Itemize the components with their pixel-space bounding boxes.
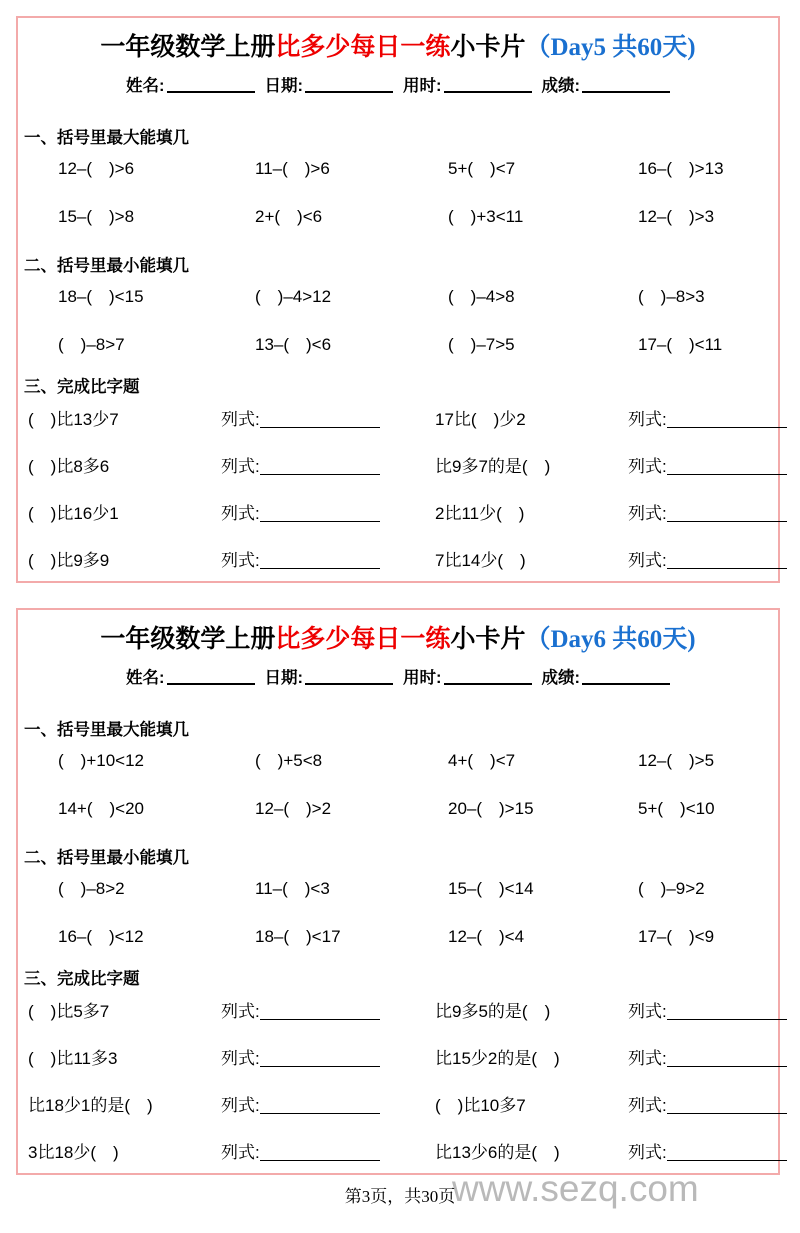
formula-blank[interactable] [667,1004,787,1020]
formula-field[interactable] [628,997,787,1022]
formula-field[interactable] [221,499,380,524]
formula-blank[interactable] [260,1051,380,1067]
card-title [18,619,778,655]
formula-blank[interactable] [260,506,380,522]
formula-field[interactable] [628,546,787,571]
formula-blank[interactable] [667,506,787,522]
name-label: 姓名: [126,77,165,95]
question-cell[interactable]: 11–( )>6 [255,159,330,178]
question-cell[interactable]: ( )–4>12 [255,287,332,306]
score-label: 成绩: [541,669,580,687]
formula-blank[interactable] [260,1098,380,1114]
date-label: 日期: [264,669,303,687]
formula-field[interactable] [221,546,380,571]
word-problem-text[interactable]: ( )比9多9 [28,551,110,570]
formula-field[interactable] [628,452,787,477]
formula-label: 列式: [221,1143,260,1162]
score-input-blank[interactable] [582,76,670,93]
formula-label: 列式: [221,1096,260,1115]
formula-field[interactable] [221,1091,380,1116]
section-heading-1: 一、括号里最大能填几 [24,129,189,147]
section-heading-1: 一、括号里最大能填几 [24,721,189,739]
formula-label: 列式: [221,551,260,570]
word-problem-row [18,405,778,435]
time-field-group [403,664,542,688]
word-problem-row [18,546,778,576]
date-input-blank[interactable] [305,76,393,93]
word-problem-text[interactable]: ( )比5多7 [28,1002,110,1021]
word-problem-text[interactable]: 比18少1的是( ) [28,1096,153,1115]
question-cell[interactable]: 12–( )>6 [58,159,135,178]
question-cell[interactable]: 12–( )<4 [448,927,525,946]
question-row [18,794,778,820]
formula-blank[interactable] [667,459,787,475]
question-cell[interactable]: 12–( )>3 [638,207,715,226]
formula-label: 列式: [221,1002,260,1021]
question-cell[interactable]: ( )–7>5 [448,335,515,354]
section-heading-2: 二、括号里最小能填几 [24,257,189,275]
question-cell[interactable]: 17–( )<11 [638,335,723,354]
site-watermark: www.sezq.com [452,1168,699,1209]
formula-label: 列式: [221,457,260,476]
question-cell[interactable]: 5+( )<7 [448,159,516,178]
question-row [18,154,778,180]
question-cell[interactable]: 4+( )<7 [448,751,516,770]
question-cell[interactable]: 14+( )<20 [58,799,144,818]
formula-field[interactable] [628,405,787,430]
formula-blank[interactable] [260,1145,380,1161]
question-row [18,202,778,228]
formula-field[interactable] [628,1091,787,1116]
formula-label: 列式: [628,410,667,429]
word-problem-text[interactable]: 7比14少( ) [435,551,526,570]
formula-label: 列式: [628,1049,667,1068]
name-input-blank[interactable] [167,76,255,93]
worksheet-card [16,16,780,583]
word-problem-text[interactable]: ( )比11多3 [28,1049,118,1068]
question-row [18,746,778,772]
date-label: 日期: [264,77,303,95]
question-cell[interactable]: 15–( )>8 [58,207,135,226]
title-day-suffix: （Day6 共60天) [525,626,696,653]
question-cell[interactable]: 16–( )<12 [58,927,144,946]
formula-blank[interactable] [260,1004,380,1020]
time-input-blank[interactable] [444,668,532,685]
section-heading-2: 二、括号里最小能填几 [24,849,189,867]
formula-label: 列式: [628,1143,667,1162]
score-label: 成绩: [541,77,580,95]
word-problem-row [18,997,778,1027]
formula-label: 列式: [221,410,260,429]
word-problem-text[interactable]: 17比( )少2 [435,410,526,429]
title-middle: 小卡片 [450,626,526,653]
formula-field[interactable] [628,1138,787,1163]
formula-blank[interactable] [667,412,787,428]
card-title [18,27,778,63]
word-problem-text[interactable]: ( )比16少1 [28,504,119,523]
question-cell[interactable]: ( )–8>7 [58,335,125,354]
formula-field[interactable] [221,1044,380,1069]
score-input-blank[interactable] [582,668,670,685]
question-cell[interactable]: ( )+3<11 [448,207,524,226]
word-problem-text[interactable]: 2比11少( ) [435,504,525,523]
name-input-blank[interactable] [167,668,255,685]
word-problem-text[interactable]: 3比18少( ) [28,1143,119,1162]
question-row [18,874,778,900]
word-problem-text[interactable]: 比13少6的是( ) [435,1143,560,1162]
student-info-row [18,664,778,688]
formula-blank[interactable] [667,553,787,569]
question-cell[interactable]: 2+( )<6 [255,207,323,226]
section-heading-3: 三、完成比字题 [24,378,140,396]
name-field-group [126,664,265,688]
word-problem-text[interactable]: ( )比10多7 [435,1096,526,1115]
word-problem-row [18,499,778,529]
formula-blank[interactable] [260,553,380,569]
title-day-suffix: （Day5 共60天) [525,34,696,61]
time-input-blank[interactable] [444,76,532,93]
date-field-group [265,72,404,96]
question-cell[interactable]: ( )–8>3 [638,287,705,306]
formula-blank[interactable] [667,1051,787,1067]
question-row [18,922,778,948]
score-field-group [542,664,671,688]
title-highlight: 比多少每日一练 [275,626,451,653]
question-cell[interactable]: 12–( )>2 [255,799,332,818]
formula-label: 列式: [221,504,260,523]
formula-label: 列式: [628,504,667,523]
question-cell[interactable]: ( )–8>2 [58,879,125,898]
formula-label: 列式: [628,1096,667,1115]
formula-blank[interactable] [667,1098,787,1114]
question-cell[interactable]: 5+( )<10 [638,799,715,818]
word-problem-text[interactable]: 比15少2的是( ) [435,1049,560,1068]
formula-blank[interactable] [667,1145,787,1161]
word-problem-text[interactable]: 比9多7的是( ) [435,457,551,476]
question-cell[interactable]: 15–( )<14 [448,879,534,898]
question-cell[interactable]: 20–( )>15 [448,799,534,818]
formula-field[interactable] [221,405,380,430]
formula-blank[interactable] [260,412,380,428]
date-field-group [265,664,404,688]
question-cell[interactable]: 18–( )<17 [255,927,341,946]
question-cell[interactable]: 12–( )>5 [638,751,715,770]
title-prefix: 一年级数学上册 [100,626,276,653]
student-info-row [18,72,778,96]
word-problem-row [18,1044,778,1074]
page-number-footer: 第3页，共30页 [344,1187,456,1206]
question-cell[interactable]: 11–( )<3 [255,879,330,898]
question-row [18,330,778,356]
name-field-group [126,72,265,96]
time-label: 用时: [403,669,442,687]
score-field-group [542,72,671,96]
question-cell[interactable]: 18–( )<15 [58,287,144,306]
title-middle: 小卡片 [450,34,526,61]
formula-field[interactable] [221,1138,380,1163]
title-highlight: 比多少每日一练 [275,34,451,61]
word-problem-row [18,1138,778,1168]
formula-blank[interactable] [260,459,380,475]
question-row [18,282,778,308]
formula-field[interactable] [628,499,787,524]
section-heading-3: 三、完成比字题 [24,970,140,988]
formula-label: 列式: [628,551,667,570]
question-cell[interactable]: 17–( )<9 [638,927,715,946]
question-cell[interactable]: ( )–4>8 [448,287,515,306]
formula-field[interactable] [628,1044,787,1069]
formula-label: 列式: [628,457,667,476]
name-label: 姓名: [126,669,165,687]
question-cell[interactable]: 13–( )<6 [255,335,332,354]
word-problem-text[interactable]: 比9多5的是( ) [435,1002,551,1021]
word-problem-text[interactable]: ( )比13少7 [28,410,119,429]
time-label: 用时: [403,77,442,95]
date-input-blank[interactable] [305,668,393,685]
formula-field[interactable] [221,452,380,477]
word-problem-row [18,1091,778,1121]
word-problem-row [18,452,778,482]
question-cell[interactable]: ( )–9>2 [638,879,705,898]
formula-label: 列式: [221,1049,260,1068]
question-cell[interactable]: ( )+5<8 [255,751,323,770]
question-cell[interactable]: ( )+10<12 [58,751,144,770]
word-problem-text[interactable]: ( )比8多6 [28,457,110,476]
worksheet-card [16,608,780,1175]
question-cell[interactable]: 16–( )>13 [638,159,724,178]
formula-label: 列式: [628,1002,667,1021]
formula-field[interactable] [221,997,380,1022]
time-field-group [403,72,542,96]
title-prefix: 一年级数学上册 [100,34,276,61]
